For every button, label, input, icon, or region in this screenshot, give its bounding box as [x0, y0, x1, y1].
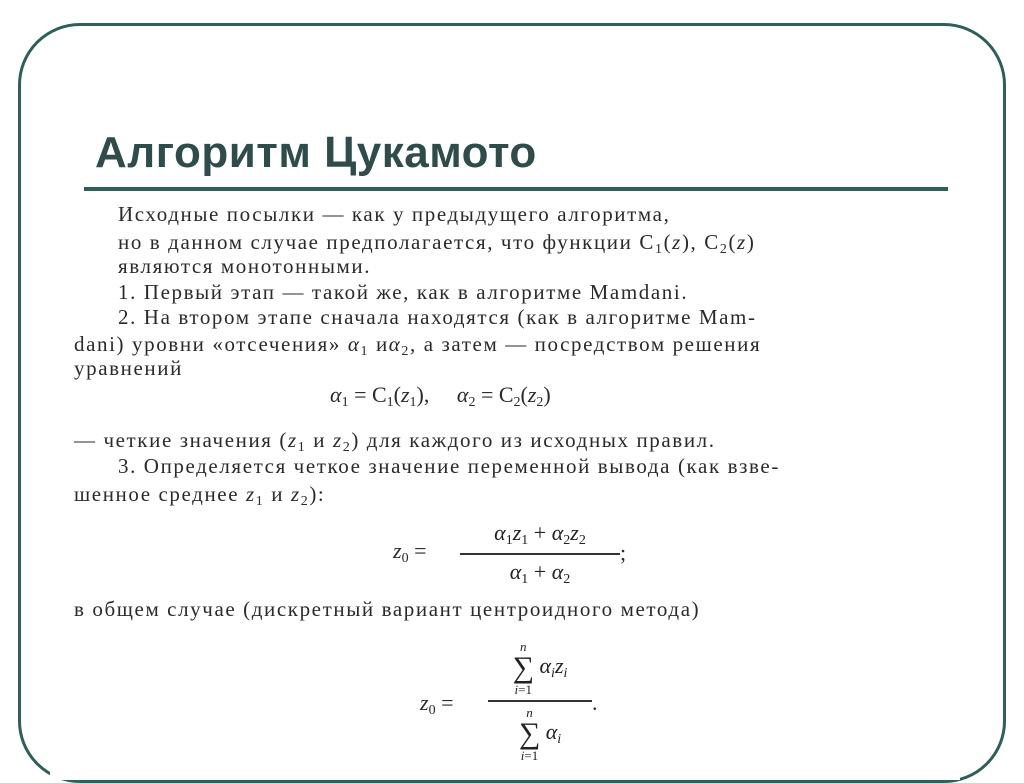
formula-z1: $z_1$: [288, 428, 307, 455]
formula-centroid: [488, 640, 592, 762]
formula-period: .: [592, 690, 598, 715]
formula-weighted-mean: [460, 520, 620, 588]
formula-z2-b: $z_2$: [290, 482, 310, 509]
text-line-2-text: но в данном случае предполагается, что функции: [118, 230, 633, 254]
centroid-denominator: n ∑ i=1 $\alpha_i$: [518, 704, 562, 763]
text-line-6-part-c: , а затем — посредством решения: [410, 332, 762, 356]
text-line-3: являются монотонными.: [118, 254, 372, 278]
text-line-10: [74, 482, 325, 510]
formula-z2: $z_2$: [332, 428, 352, 455]
centroid-numerator: n ∑ i=1 $\alpha_iz_i$: [512, 639, 568, 697]
title-underline: [84, 187, 948, 191]
text-line-9: 3. Определяется четкое значение переменной вывода (как взве-: [118, 454, 780, 478]
formula-z1-b: $z_1$: [245, 482, 265, 509]
fraction-bar: [460, 553, 620, 555]
text-line-7: уравнений: [74, 356, 183, 380]
text-line-8-part-c: ) для каждого из исходных правил.: [351, 428, 716, 452]
centroid-fraction-bar: [488, 700, 592, 702]
text-line-6-and: и: [375, 332, 389, 356]
equation-alpha-c: $\alpha_1 = C_1(z_1)$, $\alpha_2 = C_2(z_2)$: [330, 382, 551, 410]
text-line-1: Исходные посылки — как у предыдущего алгоритма,: [118, 202, 671, 226]
sum-symbol-numerator: n ∑ i=1: [512, 639, 534, 697]
text-line-10-and: и: [271, 482, 285, 506]
text-line-10-part-a: шенное среднее: [74, 482, 240, 506]
text-line-4: 1. Первый этап — такой же, как в алгоритме Mamdani.: [118, 280, 689, 304]
text-line-6-part-a: dani) уровни «отсечения»: [74, 332, 341, 356]
weighted-mean-numerator: $\alpha_1z_1 + \alpha_2z_2$: [494, 520, 586, 548]
text-line-5: 2. На втором этапе сначала находятся (как в алгоритме Mam-: [118, 305, 757, 329]
text-line-10-part-c: ):: [309, 482, 326, 506]
formula-z0-label: $z_0$ =: [393, 538, 427, 566]
weighted-mean-denominator: $\alpha_1 + \alpha_2$: [509, 558, 571, 587]
text-line-11: в общем случае (дискретный вариант центроидного метода): [74, 597, 701, 621]
sum-symbol-denominator: n ∑ i=1: [518, 704, 541, 763]
formula-alpha1: $\alpha_1$: [347, 332, 370, 359]
formula-alpha2: $\alpha_2$: [388, 332, 411, 359]
formula-z0-general-label: $z_0$ =: [420, 690, 454, 718]
formula-c1-c2: $C_1(z)$, $C_2(z)$: [639, 230, 756, 257]
text-line-8: [74, 428, 716, 456]
slide-title: Алгоритм Цукамото: [95, 128, 537, 177]
formula-semicolon: ;: [620, 540, 627, 565]
text-line-8-and: и: [313, 428, 327, 452]
text-line-8-part-a: — четкие значения (: [74, 428, 288, 452]
